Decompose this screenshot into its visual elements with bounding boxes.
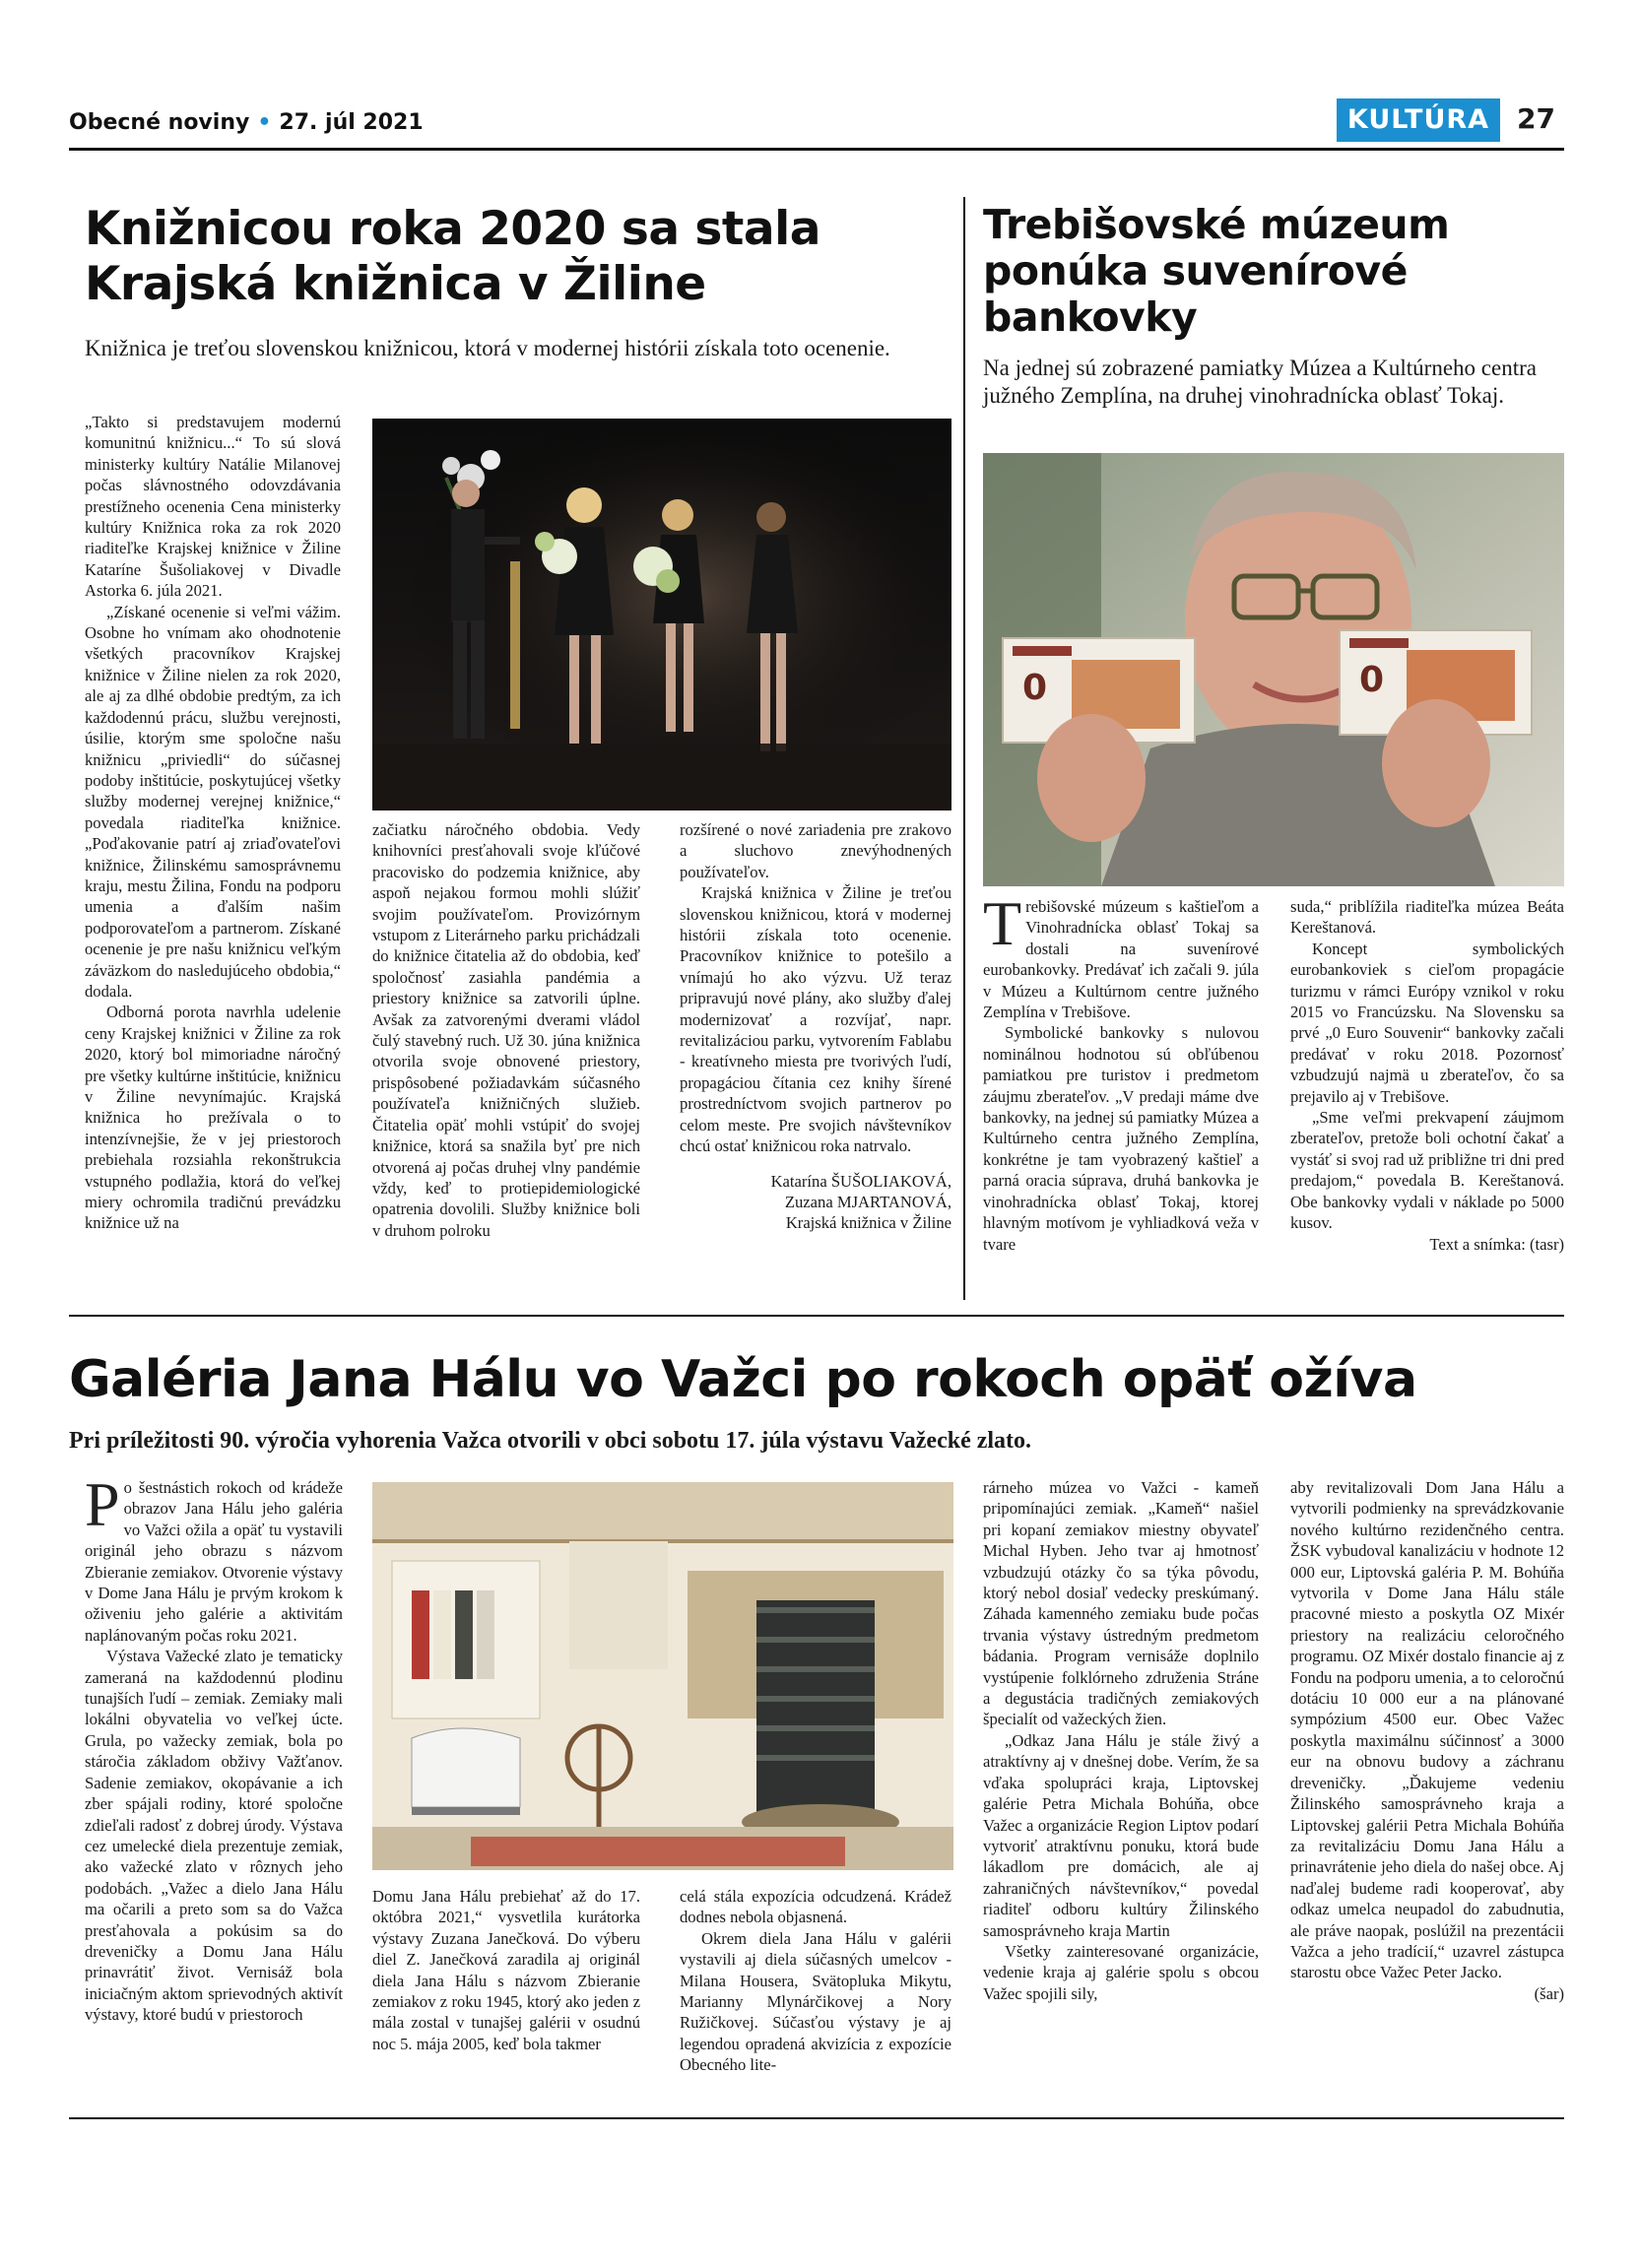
paragraph: Okrem diela Jana Hálu v galérii vystavili aj diela súčasných umelcov - Milana Housera, Svätopluka Mikytu, Marianny Mlynárčikovej a Nory Ružičkovej. Súčasťou výstavy je aj legendou opradená akvizícia z expozície Obecného lite- xyxy=(680,1928,951,2075)
paragraph: Koncept symbolických eurobankoviek s cieľom propagácie turizmu v rámci Európy vznikol v roku 2015 vo Francúzsku. Na Slovensku sa prvé „0 Euro Souvenir“ bankovky začali predávať v roku 2018. Pozornosť vzbudzujú najmä u zberateľov, čo sa prejavilo aj v Trebišove. xyxy=(1290,939,1564,1106)
article3-column-2 xyxy=(372,1886,640,2054)
article3-column-3 xyxy=(680,1886,951,2076)
dropcap: P xyxy=(85,1469,120,1539)
section-divider xyxy=(69,1315,1564,1317)
paragraph xyxy=(983,888,1259,1022)
article1-column-1 xyxy=(85,412,341,1234)
section-tag: KULTÚRA xyxy=(1337,98,1500,142)
signature-line: Krajská knižnica v Žiline xyxy=(785,1213,951,1233)
article3-credit: (šar) xyxy=(1534,1983,1564,2003)
banknote-right-value: 0 xyxy=(1359,660,1385,700)
paragraph: „Takto si predstavujem modernú komunitnú knižnicu...“ To sú slová ministerky kultúry Natálie Milanovej počas slávnostného odovzdávania prestížneho ocenenia Cena ministerky kultúry Knižnica roka za rok 2020 riaditeľke Krajskej knižnice v Žiline Kataríne Šušoliakovej v Divadle Astorka 6. júla 2021. xyxy=(85,413,341,601)
article1-lead: Knižnica je treťou slovenskou knižnicou, ktorá v modernej histórii získala toto ocenenie. xyxy=(85,336,890,360)
paragraph-text: rebišovské múzeum s kaštieľom a Vinohradnícka oblasť Tokaj sa dostali na suvenírové eurobankovky. Predávať ich začali 9. júla v Múzeu a Kultúrnom centre južného Zemplína v Trebišove. xyxy=(983,897,1259,1022)
article3-column-5 xyxy=(1290,1477,1564,2004)
banknote-left-value: 0 xyxy=(1022,668,1048,708)
article2-credit: Text a snímka: (tasr) xyxy=(1429,1234,1564,1254)
signature-line: Katarína ŠUŠOLIAKOVÁ, xyxy=(770,1171,951,1191)
paragraph: aby revitalizovali Dom Jana Hálu a vytvorili podmienky na sprevádzkovanie nového kultúrno rezidenčného centra. ŽSK vybudoval kanalizáciu v hodnote 12 000 eur, Liptovská galéria P. M. Bohúňa vytvorila v Dome Jana Hálu stále pracovné miesto a poskytla OZ Mixér priestory na realizáciu celoročného programu. OZ Mixér dostalo financie aj z Fondu na podporu umenia, a to celoročnú dotáciu 10 000 eur a na plánované sympózium 4500 eur. Obec Važec poskytla maximálnu súčinnosť a 3000 eur na obnovu budovy a záchranu dreveničky. „Ďakujeme vedeniu Žilinského samosprávneho kraja a Liptovskej galérii Petra Michala Bohúňa za revitalizáciu Domu Jana Hálu a prinavrátenie jeho diela do našej obce. Aj naďalej budeme radi kooperovať, aby odkaz umelca neupadol do zabudnutia, ale práve naopak, poslúžil na prezentácii Važca a jeho tradícií,“ uzavrel zástupca starostu obce Važec Peter Jacko. xyxy=(1290,1478,1564,1982)
article1-column-3 xyxy=(680,819,951,1234)
paragraph: rozšírené o nové zariadenia pre zrakovo a sluchovo znevýhodnených používateľov. xyxy=(680,820,951,881)
footer-rule xyxy=(69,2117,1564,2119)
page-number: 27 xyxy=(1517,102,1555,135)
award-ceremony-photo xyxy=(372,419,951,810)
paragraph: Domu Jana Hálu prebiehať až do 17. októbra 2021,“ vysvetlila kurátorka výstavy Zuzana Janečková. Do výberu diel Z. Janečková zaradila aj originál diela Jana Hálu s názvom Zbieranie zemiakov z roku 1945, ktorý ako jeden z mála zostal v tunajšej galérii v osudnú noc 5. mája 2005, keď bola takmer xyxy=(372,1887,640,2053)
paragraph xyxy=(85,1469,343,1646)
dropcap: T xyxy=(983,888,1022,958)
header-rule xyxy=(69,148,1564,151)
paragraph: Symbolické bankovky s nulovou nominálnou hodnotou sú obľúbenou pamiatkou pre turistov i predmetom záujmu zberateľov. „V predaji máme dve bankovky, na jednej sú pamiatky Múzea a Kultúrneho centra južného Zemplína, konkrétne je tam vyobrazený kaštieľ a parná oracia súprava, druhá bankovka je vinohradnícka oblasť Tokaj, ktorej hlavným motívom je vyhliadková veža v tvare xyxy=(983,1023,1259,1254)
paragraph: celá stála expozícia odcudzená. Krádež dodnes nebola objasnená. xyxy=(680,1887,951,1927)
paragraph: Krajská knižnica v Žiline je treťou slovenskou knižnicou, ktorá v modernej histórii získala toto ocenenie. Pracovníkov knižnice to potešilo a vnímajú ho ako výzvu. Už teraz pripravujú nové plány, ako služby ďalej modernizovať a rozvíjať, napr. revitalizáciou parku, vytvorením Fablabu - kreatívneho miesta pre tvorivých ľudí, propagáciou čítania cez knihy šírené prostredníctvom svojich partnerov po celom meste. Pre svojich návštevníkov chcú ostať knižnicou roka natrvalo. xyxy=(680,883,951,1156)
gallery-interior-photo xyxy=(372,1482,953,1870)
paragraph-text: o šestnástich rokoch od krádeže obrazov Jana Hálu jeho galéria vo Važci ožila a opäť tu vystavili originál jeho obrazu s názvom Zbieranie zemiakov. Otvorenie výstavy v Dome Jana Hálu je prvým krokom k oživeniu jeho galérie a aktivitám naplánovaným počas roku 2021. xyxy=(85,1478,343,1645)
article2-column-2 xyxy=(1290,896,1564,1255)
paragraph: začiatku náročného obdobia. Vedy knihovníci presťahovali svoje kľúčové pracovisko do podzemia knižnice, aby aspoň nejakou formou mohli slúžiť svojim používateľom. Provizórnym vstupom z Literárneho parku prichádzali do knižnice čitatelia až do obdobia, keď spoločnosť zasiahla pandémia a priestory knižnice sa zatvorili úplne. Avšak za zatvorenými dverami vládol čulý stavebný ruch. Už 30. júna knižnica otvorila svoje obnovené priestory, prispôsobené požiadavkám súčasného používateľa knižničných služieb. Čitatelia opäť mohli vstúpiť do svojej knižnice, ktorá sa snažila byť pre nich otvorená aj počas druhej vlny pandémie vždy, keď to protiepidemiologické opatrenia dovolili. Služby knižnice boli v druhom polroku xyxy=(372,820,640,1240)
article3-column-4 xyxy=(983,1477,1259,2004)
article3-headline: Galéria Jana Hálu vo Važci po rokoch opäť ožíva xyxy=(69,1350,1417,1409)
paragraph: „Odkaz Jana Hálu je stále živý a atraktívny aj v dnešnej dobe. Verím, že sa vďaka spolupráci kraja, Liptovskej galérie Petra Michala Bohúňa, obce Važec a organizácie Region Liptov podarí vytvoriť atraktívnu ponuku, ktorá bude lákadlom pre domácich, ale aj zahraničných návštevníkov,“ povedal riaditeľ odboru kultúry Žilinského samosprávneho kraja Martin xyxy=(983,1730,1259,1940)
paragraph: „Sme veľmi prekvapení záujmom zberateľov, pretože boli ochotní čakať a vystáť si svoj rad už približne tri dni pred predajom,“ povedala B. Kereštanová. Obe bankovky vydali v náklade po 5000 kusov. xyxy=(1290,1108,1564,1233)
article2-column-1 xyxy=(983,888,1259,1255)
publication-name: Obecné noviny xyxy=(69,110,250,135)
separator-dot: • xyxy=(257,110,272,135)
article2-lead: Na jednej sú zobrazené pamiatky Múzea a Kultúrneho centra južného Zemplína, na druhej vinohradnícka oblasť Tokaj. xyxy=(983,356,1537,408)
banknotes-photo xyxy=(983,453,1564,886)
masthead xyxy=(69,110,424,135)
column-divider xyxy=(963,197,965,1300)
article3-lead: Pri príležitosti 90. výročia vyhorenia Važca otvorili v obci sobotu 17. júla výstavu Važecké zlato. xyxy=(69,1428,1032,1454)
paragraph: rárneho múzea vo Važci - kameň pripomínajúci zemiak. „Kameň“ našiel pri kopaní zemiakov miestny obyvateľ Michal Hyben. Jeho tvar aj hmotnosť vzbudzujú otázky čo sa týka pôvodu, ktorý nebol dosiaľ vedecky preskúmaný. Záhada kamenného zemiaku bude počas trvania výstavy ústredným predmetom bádania. Program vernisáže doplnilo vystúpenie folklórneho združenia Stráne a degustácia tradičných zemiakových špecialít od važeckých žien. xyxy=(983,1478,1259,1729)
paragraph: Odborná porota navrhla udelenie ceny Krajskej knižnici v Žiline za rok 2020, ktorý bol mimoriadne náročný pre všetky kultúrne inštitúcie, knižnicu v Žiline nevynímajúc. Krajská knižnica ho prežívala o to intenzívnejšie, že v jej priestoroch prebiehala rozsiahla rekonštrukcia vstupného podlažia, ktorá do veľkej miery ochromila tradičnú prevádzku knižnice už na xyxy=(85,1003,341,1233)
article1-headline: Knižnicou roka 2020 sa stala Krajská knižnica v Žiline xyxy=(85,202,820,311)
signature-line: Zuzana MJARTANOVÁ, xyxy=(784,1192,951,1211)
paragraph: suda,“ priblížila riaditeľka múzea Beáta Kereštanová. xyxy=(1290,897,1564,938)
article2-headline: Trebišovské múzeum ponúka suvenírové bankovky xyxy=(983,201,1450,341)
paragraph: Výstava Važecké zlato je tematicky zameraná na každodennú plodinu tunajších ľudí – zemiak. Zemiaky mali lokálni obyvatelia vo veľkej úcte. Grula, po važecky zemiak, bola po stáročia základom obživy Važťanov. Sadenie zemiakov, okopávanie a ich zber spájali rodiny, ktoré spoločne zdieľali radosť z dobrej úrody. Výstava cez umelecké diela prezentuje zemiak, ako važecké zlato v rôznych jeho podobách. „Važec a dielo Jana Hálu ma očarili a preto som sa do Važca presťahovala a pokúsim sa do dreveničky a Domu Jana Hálu prinavrátiť život. Vernisáž bola iniciačným aktom sprievodných aktivít výstavy, ktoré budú v priestoroch xyxy=(85,1647,343,2025)
issue-date: 27. júl 2021 xyxy=(279,110,424,135)
article1-column-2 xyxy=(372,819,640,1241)
paragraph: Všetky zainteresované organizácie, vedenie kraja aj galérie spolu s obcou Važec spojili sily, xyxy=(983,1941,1259,2003)
paragraph: „Získané ocenenie si veľmi vážim. Osobne ho vnímam ako ohodnotenie všetkých pracovníkov Krajskej knižnice v Žiline nielen za rok 2020, ale aj za dlhé obdobie predtým, za ich každodennú prácu, službu verejnosti, úsilie, ktorým sme spoločne našu knižnicu „priviedli“ do súčasnej podoby inštitúcie, poskytujúcej všetky služby modernej verejnej knižnice,“ povedala riaditeľka knižnice. „Poďakovanie patrí aj zriaďovateľovi knižnice, Žilinskému samosprávnemu kraju, mestu Žilina, Fondu na podporu umenia a ďalším našim podporovateľom a partnerom. Získané ocenenie je pre našu knižnicu veľkým záväzkom do nasledujúceho obdobia,“ dodala. xyxy=(85,602,341,1001)
article3-column-1 xyxy=(85,1469,343,2026)
